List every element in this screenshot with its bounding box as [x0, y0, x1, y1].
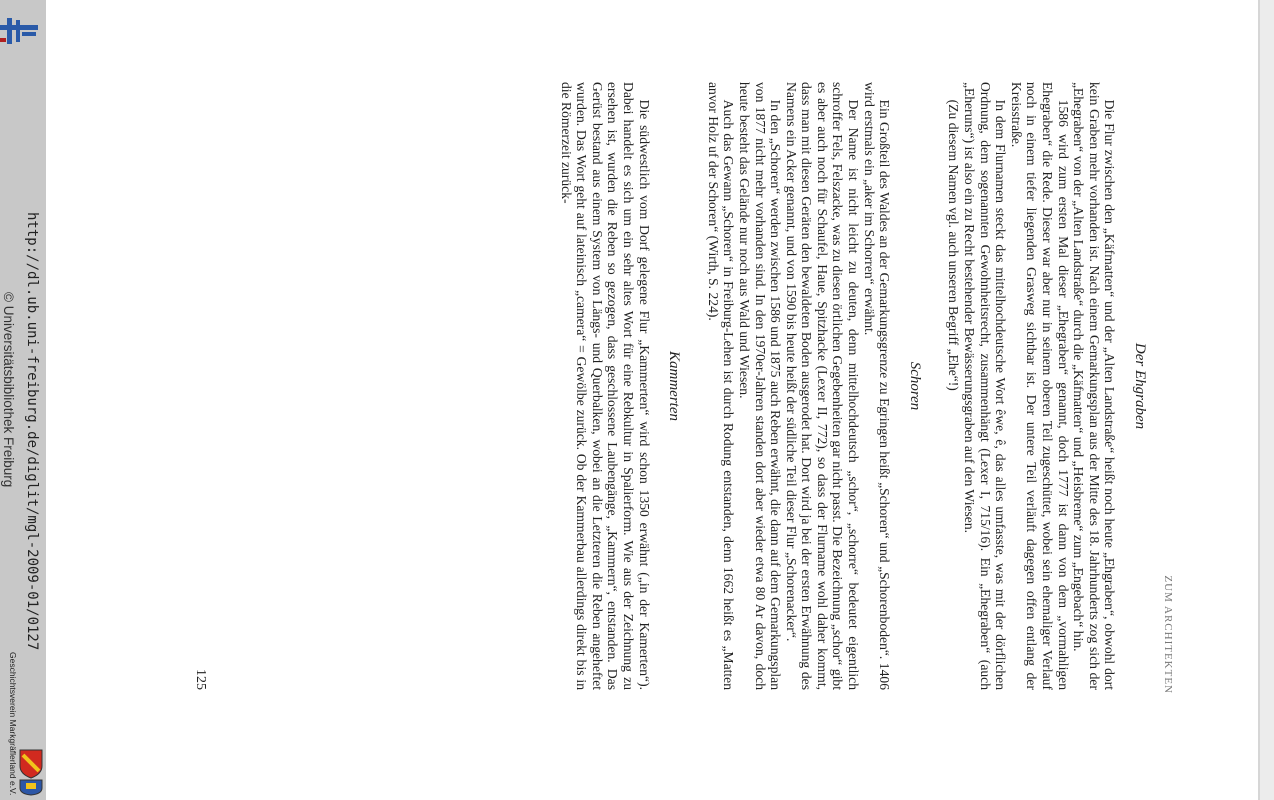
- paragraph: 1586 wird zum ersten Mal dieser „Ehegraben“ genannt, doch 1777 ist dann von dem „vormahligen Ehegraben“ die Rede. Dieser war aber nur in seinem oberen Teil zugeschüttet, wobei sein ehemaliger Verlauf noch in einem tiefer liegenden Grasweg sichtbar ist. Der untere Teil verläuft dagegen offen entlang der Kreisstraße.: [1008, 82, 1071, 690]
- publisher-label: Geschichtsverein Markgräflerland e.V.: [8, 652, 18, 796]
- paragraph: In den „Schoren“ werden zwischen 1586 und 1875 auch Reben erwähnt, die dann auf dem Gemarkungsplan von 1877 nicht mehr vorhanden sind. In den 1970er-Jahren standen dort aber wieder etwa 80 Ar davon, doch heute besteht das Gelände nur noch aus Wald und Wiesen.: [736, 82, 784, 690]
- paragraph: (Zu diesem Namen vgl. auch unseren Begriff „Ehe“!): [946, 99, 962, 391]
- paragraph: Die südwestlich vom Dorf gelegene Flur „Kammerten“ wird schon 1350 erwähnt („in der Kamerten“). Dabei handelt es sich um ein sehr altes Wort für eine Rebkultur in Spalierform. Wie aus der Zeichnung zu ersehen ist, wurden die Reben so gezogen, dass geschlossene Laubengänge, „Kammern“, entstanden. Das Gerüst bestand aus einem System von Längs- und Querbalken, wobei an die Letzteren die Reben angeheftet wurden. Das Wort geht auf lateinisch „camera“ = Gewölbe zurück. Ob der Kammerbau allerdings direkt bis in die Römerzeit zurück-: [558, 82, 652, 690]
- document-url[interactable]: http://dl.ub.uni-freiburg.de/diglit/mgl-2009-01/0127: [24, 212, 40, 651]
- section-heading: Der Ehgraben: [1132, 342, 1148, 430]
- paragraph: Auch das Gewann „Schoren“ in Freiburg-Lehen ist durch Rodung entstanden, denn 1662 heißt es „Matten anvor Holz uf der Schoren“ (Wirth, S. 224).: [705, 82, 737, 690]
- coat-of-arms-icon: [18, 748, 44, 796]
- paragraph: Die Flur zwischen den „Käfmatten“ und der „Alten Landstraße“ heißt noch heute „Ehgraben“, obwohl dort kein Graben mehr vorhanden ist. Nach einem Gemarkungsplan aus der Mitte des 18. Jahrhunderts zog sich der „Ehegraben“ von der „Alten Landstraße“ durch die „Käfmatten“ und „Heisbreme“ zum „Engebach“ hin.: [1071, 82, 1118, 690]
- section-heading: Kammerten: [666, 351, 683, 421]
- viewer-right-margin: [1258, 0, 1274, 800]
- book-page: [192, 82, 1174, 694]
- section-heading: Schoren: [906, 361, 923, 411]
- university-logo-icon: [0, 18, 38, 48]
- paragraph: Ein Großteil des Waldes an der Gemarkungsgrenze zu Egringen heißt „Schoren“ und „Schorenboden“. 1406 wird erstmals ein „aker im Schorren“ erwähnt.: [861, 82, 893, 690]
- section-kammerten: [558, 82, 681, 690]
- page-signature: ZUM ARCHITEKTEN: [1162, 575, 1174, 694]
- section-ehgraben: [946, 82, 1147, 690]
- paragraph: Der Name ist nicht leicht zu deuten, denn mittelhochdeutsch „schor“, „schorre“ bedeutet eigentlich schroffer Fels, Felszacke, was zu diesen örtlichen Gegebenheiten gar nicht passt. Die Bezeichnung „schor“ gibt es aber auch noch für Schaufel, Haue, Spitzhacke (Lexer II, 772), so dass der Flurname wohl daher kommt, dass man mit diesen Geräten den bewaldeten Boden ausgerodet hat. Dort wird ja bei der ersten Erwähnung des Namens ein Acker genannt, und von 1590 bis heute heißt der südliche Teil dieser Flur „Schorenacker“.: [783, 82, 862, 690]
- page-number: 125: [192, 669, 208, 690]
- paragraph: In dem Flurnamen steckt das mittelhochdeutsche Wort êwe, ê, das alles umfasste, was mit der dörflichen Ordnung, dem sogenannten Gewohnheitsrecht, zusammenhängt (Lexer I, 715/16). Ein „Ehegraben“ (auch „Eheruns“) ist also ein zu Recht bestehender Bewässerungsgraben auf den Wiesen.: [962, 82, 1009, 690]
- copyright-notice: © Universitätsbibliothek Freiburg: [1, 292, 16, 488]
- section-schoren: [705, 82, 922, 690]
